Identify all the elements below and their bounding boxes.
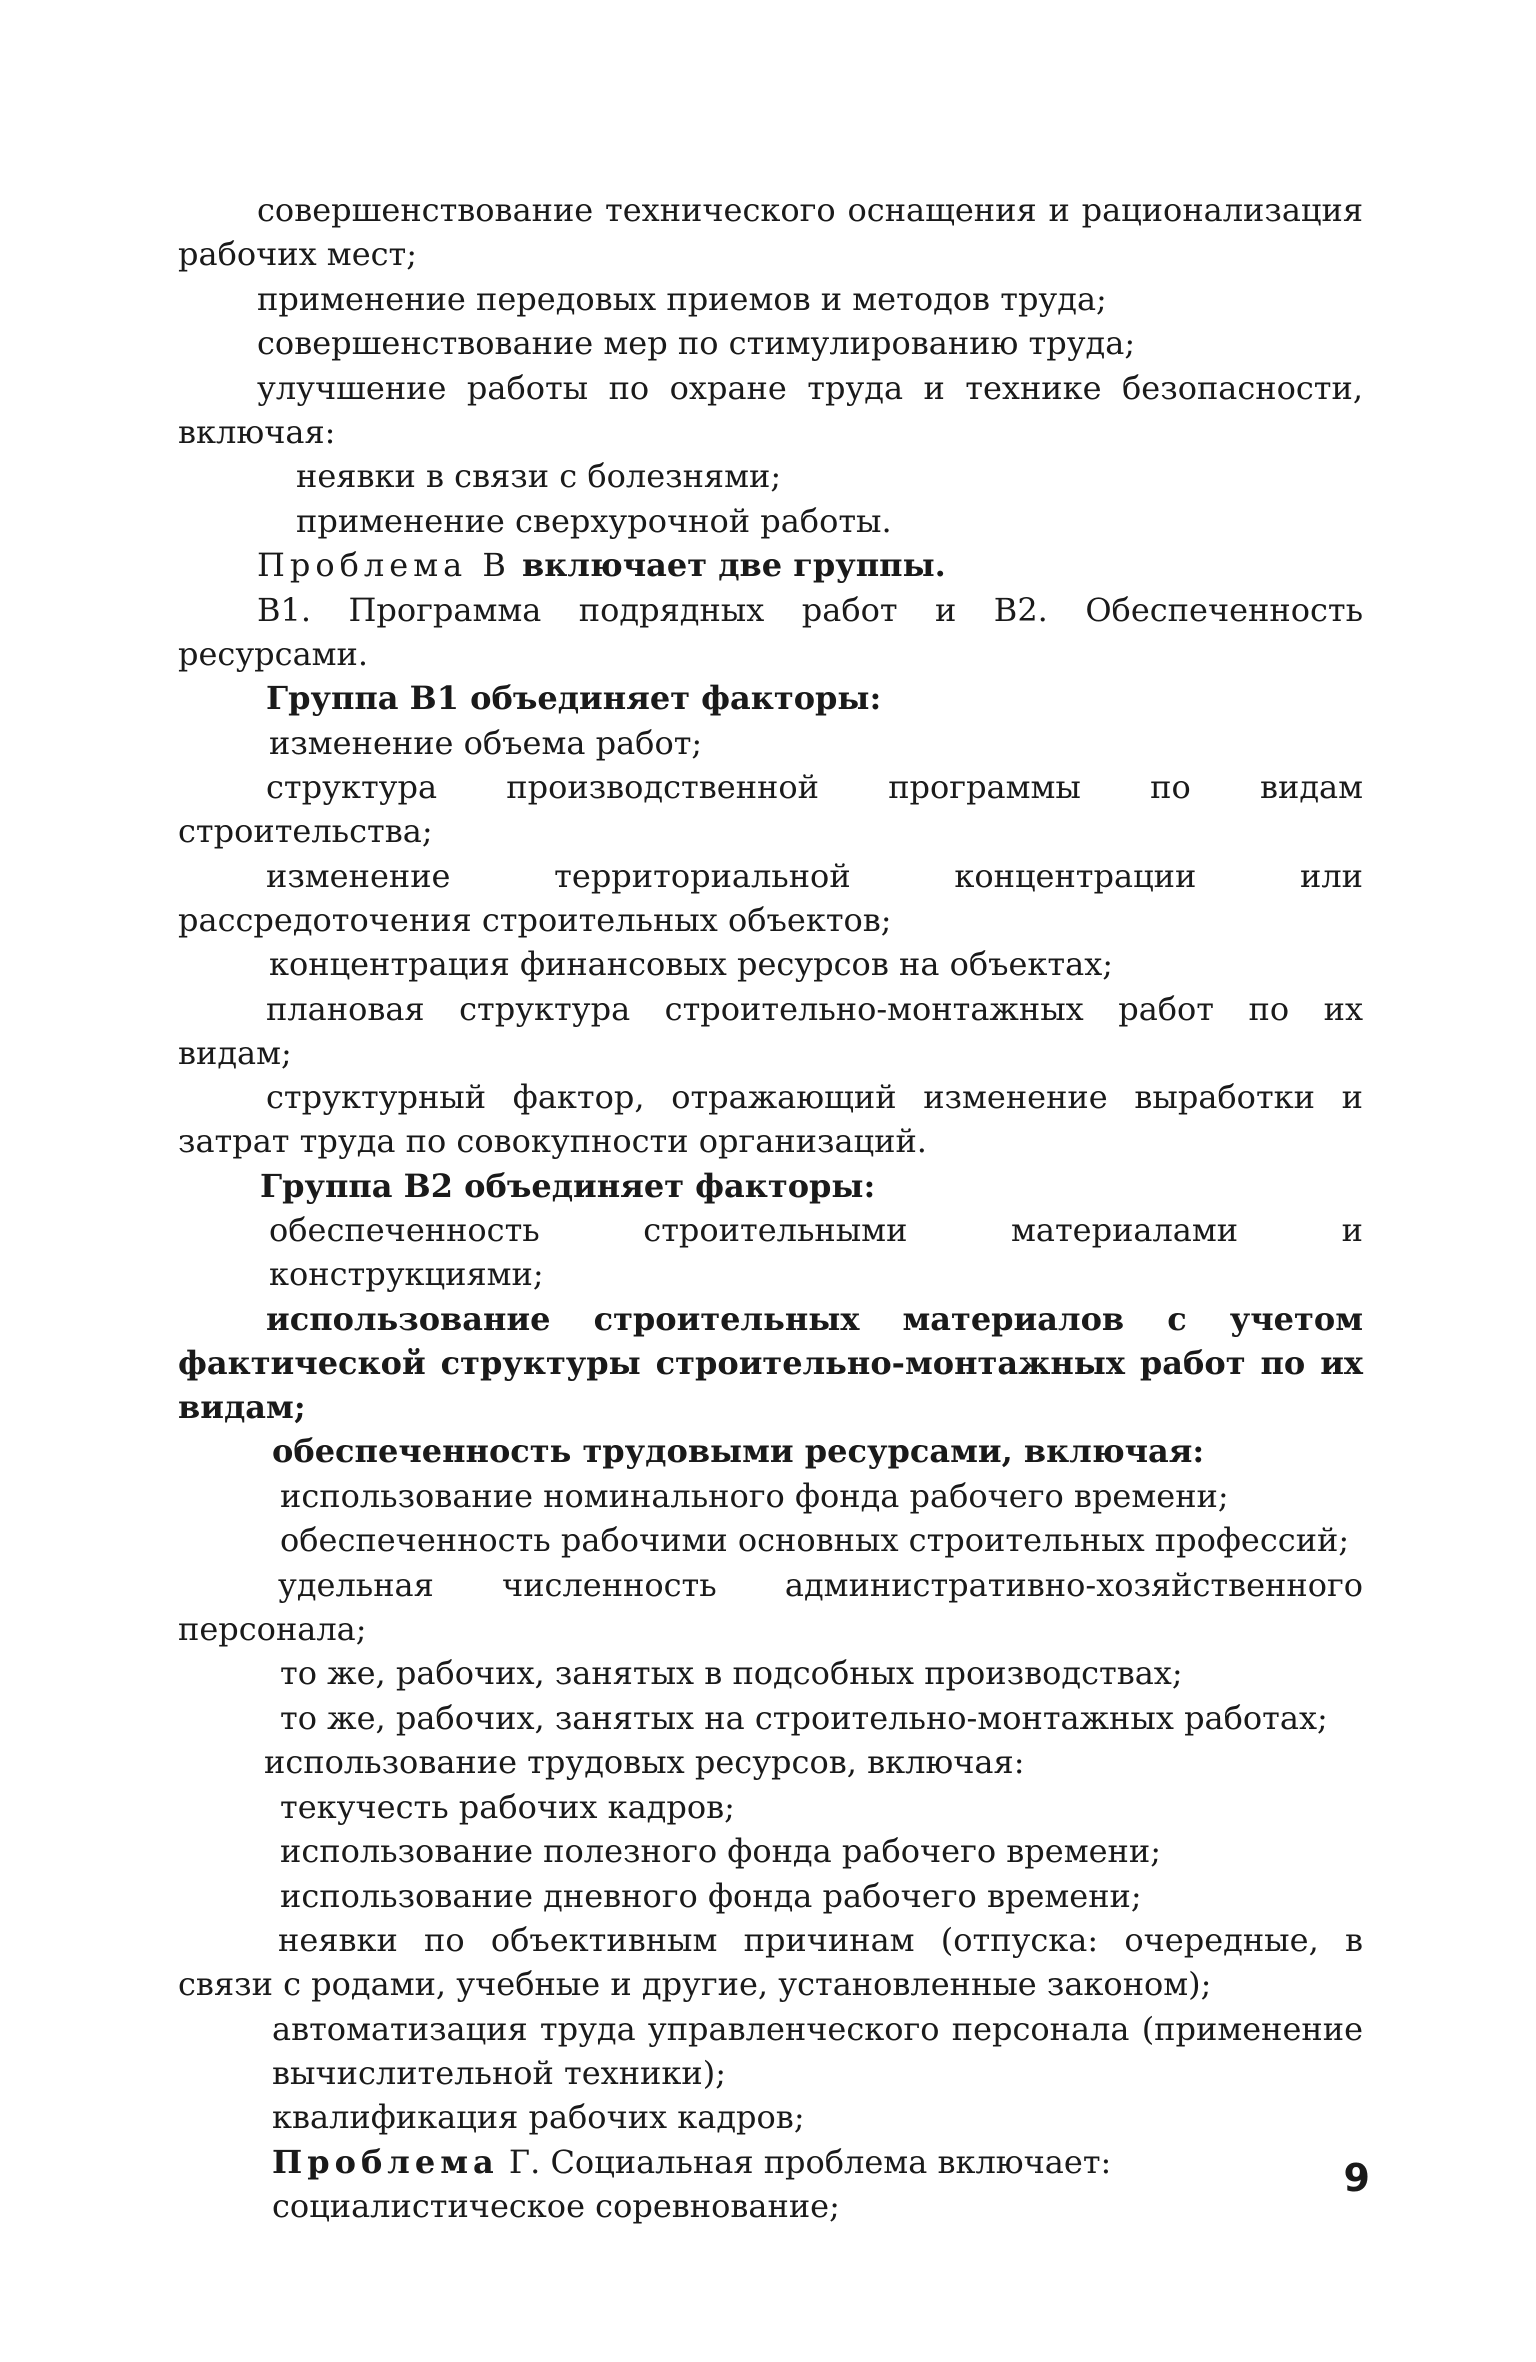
paragraph: обеспеченность трудовыми ресурсами, включая: <box>272 1432 1205 1470</box>
paragraph: неявки по объективным причинам (отпуска: очередные, в связи с родами, учебные и другие, установленные законом); <box>178 1921 1363 2003</box>
paragraph: то же, рабочих, занятых на строительно-монтажных работах; <box>280 1698 1328 1737</box>
paragraph: В1. Программа подрядных работ и В2. Обеспеченность ресурсами. <box>178 590 1363 673</box>
heading-text: Г. Социальная проблема включает: <box>498 2142 1112 2181</box>
paragraph: структурный фактор, отражающий изменение выработки и затрат труда по совокупности организаций. <box>178 1078 1363 1160</box>
problem-label: Проблема В <box>257 546 511 584</box>
paragraph: улучшение работы по охране труда и технике безопасности, включая: <box>178 368 1363 451</box>
heading-text: включает две группы. <box>510 546 946 584</box>
paragraph: неявки в связи с болезнями; <box>296 457 782 495</box>
paragraph: плановая структура строительно-монтажных работ по их видам; <box>178 989 1363 1072</box>
problem-label: Проблема <box>272 2142 499 2181</box>
paragraph: совершенствование мер по стимулированию труда; <box>257 324 1136 362</box>
paragraph: концентрация финансовых ресурсов на объектах; <box>269 945 1114 983</box>
paragraph: использование строительных материалов с учетом фактической структуры строительно-монтажных работ по их видам; <box>178 1299 1363 1426</box>
paragraph: то же, рабочих, занятых в подсобных производствах; <box>280 1654 1183 1692</box>
paragraph: изменение территориальной концентрации или рассредоточения строительных объектов; <box>178 856 1363 939</box>
paragraph: обеспеченность рабочими основных строительных профессий; <box>280 1521 1350 1559</box>
paragraph: текучесть рабочих кадров; <box>280 1787 735 1826</box>
paragraph: использование полезного фонда рабочего времени; <box>280 1832 1161 1870</box>
paragraph: использование номинального фонда рабочего времени; <box>280 1476 1229 1515</box>
paragraph: квалификация рабочих кадров; <box>272 2098 805 2136</box>
body-text <box>178 188 1363 2229</box>
paragraph: применение передовых приемов и методов труда; <box>257 279 1107 318</box>
paragraph: применение сверхурочной работы. <box>296 501 892 540</box>
page-number: 9 <box>1343 2156 1370 2200</box>
paragraph: структура производственной программы по видам строительства; <box>178 768 1363 850</box>
paragraph: автоматизация труда управленческого персонала (применение вычислительной техники); <box>272 2009 1363 2092</box>
problem-heading <box>178 543 1363 587</box>
paragraph: изменение объема работ; <box>269 723 703 762</box>
group-heading: Группа В1 объединяет факторы: <box>266 679 882 717</box>
paragraph: удельная численность административно-хозяйственного персонала; <box>178 1565 1363 1648</box>
paragraph: социалистическое соревнование; <box>272 2187 840 2225</box>
paragraph: использование трудовых ресурсов, включая: <box>264 1743 1025 1781</box>
paragraph: совершенствование технического оснащения и рационализация рабочих мест; <box>178 191 1363 273</box>
problem-heading <box>178 2140 1363 2184</box>
paragraph: обеспеченность строительными материалами и конструкциями; <box>269 1211 1363 1293</box>
paragraph: использование дневного фонда рабочего времени; <box>280 1876 1142 1915</box>
group-heading: Группа В2 объединяет факторы: <box>260 1166 876 1205</box>
